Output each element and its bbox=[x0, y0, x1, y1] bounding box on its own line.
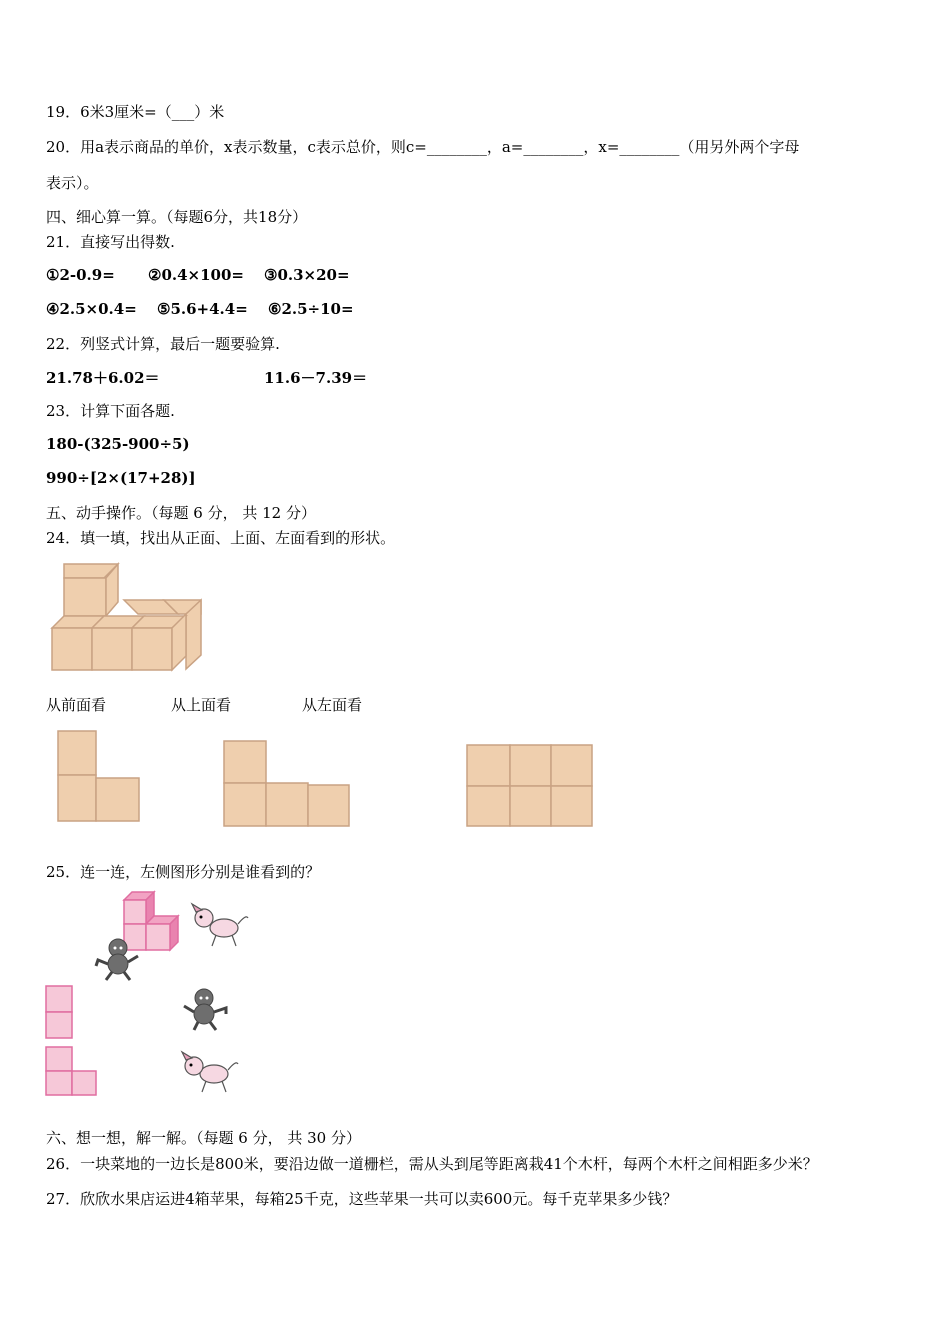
calc-item: ①2-0.9= bbox=[46, 266, 115, 284]
section-4-heading: 四、细心算一算。（每题6分，共18分） bbox=[46, 208, 308, 226]
calc-item: ⑤5.6+4.4= bbox=[157, 300, 248, 318]
question-26: 26．一块菜地的一边长是800米，要沿边做一道栅栏，需从头到尾等距离栽41个木杆，每两个木杆之间相距多少米？ bbox=[46, 1155, 818, 1173]
view-shape-2 bbox=[220, 738, 355, 830]
question-27: 27．欣欣水果店运进4箱苹果，每箱25千克，这些苹果一共可以卖600元。每千克苹果多少钱？ bbox=[46, 1190, 678, 1208]
cube-stack-figure bbox=[46, 560, 206, 675]
calc-item: ⑥2.5÷10= bbox=[268, 300, 354, 318]
question-19: 19．6米3厘米=（___）米 bbox=[46, 103, 225, 121]
view-label-top: 从上面看 bbox=[171, 696, 232, 714]
dog-icon bbox=[180, 1050, 242, 1096]
question-21: 21．直接写出得数. bbox=[46, 233, 175, 251]
calc-item: ②0.4×100= bbox=[148, 266, 244, 284]
section-5-heading: 五、动手操作。（每题 6 分， 共 12 分） bbox=[46, 504, 316, 522]
section-6-heading: 六、想一想，解一解。（每题 6 分， 共 30 分） bbox=[46, 1129, 361, 1147]
expression-item: 180-(325-900÷5) bbox=[46, 435, 190, 453]
monkey-icon bbox=[92, 936, 142, 982]
question-20-cont: 表示）。 bbox=[46, 174, 99, 192]
pink-view-column bbox=[44, 984, 76, 1040]
view-shape-1 bbox=[55, 728, 145, 826]
vertical-calc-item: 11.6－7.39＝ bbox=[264, 369, 368, 387]
question-22: 22．列竖式计算，最后一题要验算. bbox=[46, 335, 280, 353]
view-label-left: 从左面看 bbox=[302, 696, 363, 714]
view-label-front: 从前面看 bbox=[46, 696, 107, 714]
calc-item: ③0.3×20= bbox=[264, 266, 350, 284]
view-shape-3 bbox=[464, 742, 596, 830]
pink-view-l-shape bbox=[44, 1045, 100, 1099]
question-24: 24．填一填，找出从正面、上面、左面看到的形状。 bbox=[46, 529, 396, 547]
dog-icon bbox=[188, 902, 250, 950]
calc-item: ④2.5×0.4= bbox=[46, 300, 137, 318]
question-23: 23．计算下面各题. bbox=[46, 402, 175, 420]
expression-item: 990÷[2×(17+28)] bbox=[46, 469, 196, 487]
question-20: 20．用a表示商品的单价，x表示数量，c表示总价，则c=________，a=________，x=________（用另外两个字母 bbox=[46, 138, 800, 156]
vertical-calc-item: 21.78＋6.02＝ bbox=[46, 369, 160, 387]
monkey-icon bbox=[180, 986, 230, 1032]
question-25: 25．连一连，左侧图形分别是谁看到的？ bbox=[46, 863, 321, 881]
